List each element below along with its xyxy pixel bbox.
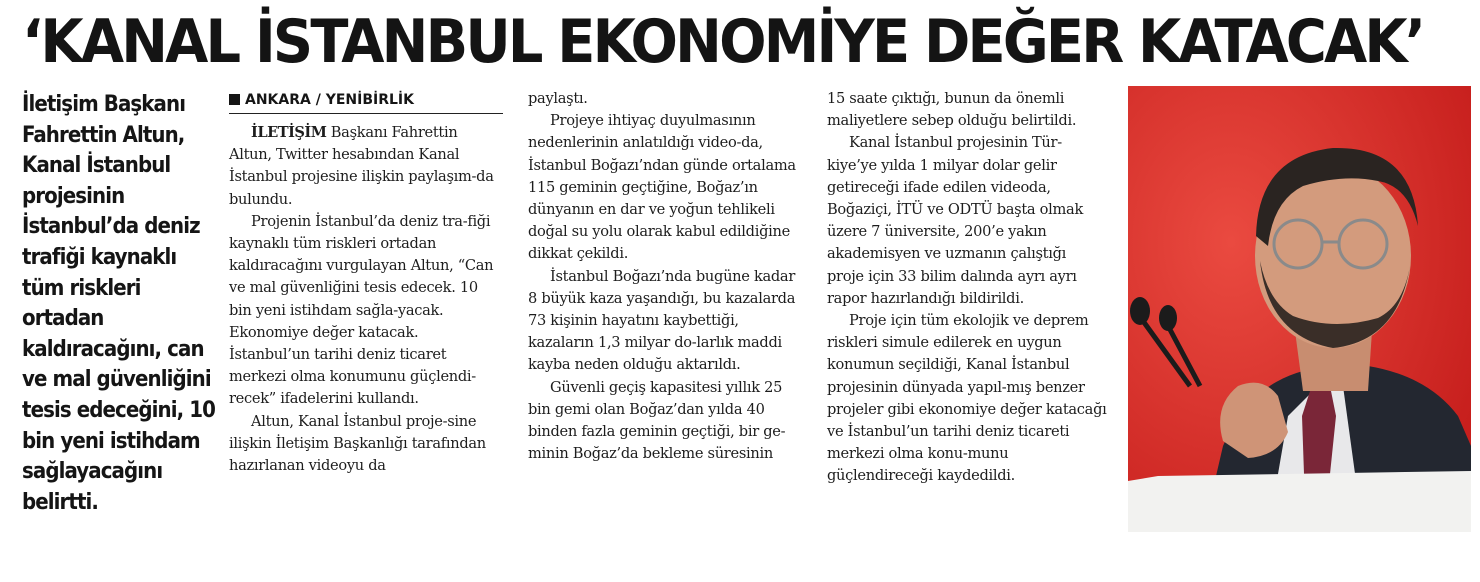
dateline xyxy=(229,89,503,114)
article-paragraph: Projeye ihtiyaç duyulmasının nedenlerinin anlatıldığı video-da, İstanbul Boğazı’ndan günde ortalama 115 geminin geçtiğine, Boğaz’ın dünyanın en dar ve yoğun tehlikeli doğal su yolu olarak kabul edildiğine dikkat çekildi. xyxy=(528,112,796,263)
article-paragraph: Güvenli geçiş kapasitesi yıllık 25 bin gemi olan Boğaz’dan yılda 40 binden fazla geminin geçtiği, bir ge-minin Boğaz’da bekleme süresinin xyxy=(528,378,786,463)
article-paragraph: 15 saate çıktığı, bunun da önemli maliyetlere sebep olduğu belirtildi. xyxy=(827,90,1077,130)
article-column-2 xyxy=(528,88,804,465)
article-paragraph: İLETİŞİM Başkanı Fahrettin Altun, Twitter hesabından Kanal İstanbul projesine ilişkin paylaşım-da bulundu. xyxy=(229,124,494,208)
headline: ‘KANAL İSTANBUL EKONOMİYE DEĞER KATACAK’ xyxy=(22,7,1424,77)
lead-word: İLETİŞİM xyxy=(251,124,327,141)
dateline-text: ANKARA / YENİBİRLİK xyxy=(245,92,414,108)
square-bullet-icon xyxy=(229,94,240,105)
lede-summary: İletişim Başkanı Fahrettin Altun, Kanal İstanbul projesinin İstanbul’da deniz trafiği kaynaklı tüm riskleri ortadan kaldıracağını, can ve mal güvenliğini tesis edeceğini, 10 bin yeni istihdam sağlayacağını belirtti. xyxy=(22,92,215,515)
portrait-illustration xyxy=(1128,86,1471,532)
article-paragraph: İstanbul Boğazı’nda bugüne kadar 8 büyük kaza yaşandığı, bu kazalarda 73 kişinin hayatını kaybettiği, kazaların 1,3 milyar do-larlık maddi kayba neden olduğu aktarıldı. xyxy=(528,267,796,374)
article-paragraph: Kanal İstanbul projesinin Tür-kiye’ye yılda 1 milyar dolar gelir getireceği ifade edilen videoda, Boğaziçi, İTÜ ve ODTÜ başta olmak üzere 7 üniversite, 200’e yakın akademisyen ve uzmanın çalıştığı proje için 33 bilim dalında ayrı ayrı rapor hazırlandığı bildirildi. xyxy=(827,134,1083,307)
article-paragraph: Projenin İstanbul’da deniz tra-fiği kaynaklı tüm riskleri ortadan kaldıracağını vurgulayan Altun, “Can ve mal güvenliğini tesis edecek. 10 bin yeni istihdam sağla-yacak. Ekonomiye değer katacak. İstanbul’un tarihi deniz ticaret merkezi olma konumunu güçlendi-recek” ifadelerini kullandı. xyxy=(229,212,494,408)
article-paragraph: paylaştı. xyxy=(528,90,588,107)
article-column-1 xyxy=(229,122,501,477)
article-paragraph: Proje için tüm ekolojik ve deprem riskleri simule edilerek en uygun konumun seçildiği, Kanal İstanbul projesinin dünyada yapıl-mış benzer projeler gibi ekonomiye değer katacağı ve İstanbul’un tarihi deniz ticareti merkezi olma konu-munu güçlendireceği kaydedildi. xyxy=(827,312,1107,485)
article-paragraph: Altun, Kanal İstanbul proje-sine ilişkin İletişim Başkanlığı tarafından hazırlanan videoyu da xyxy=(229,412,486,475)
article-column-3 xyxy=(827,88,1107,488)
portrait-photo xyxy=(1128,86,1471,532)
